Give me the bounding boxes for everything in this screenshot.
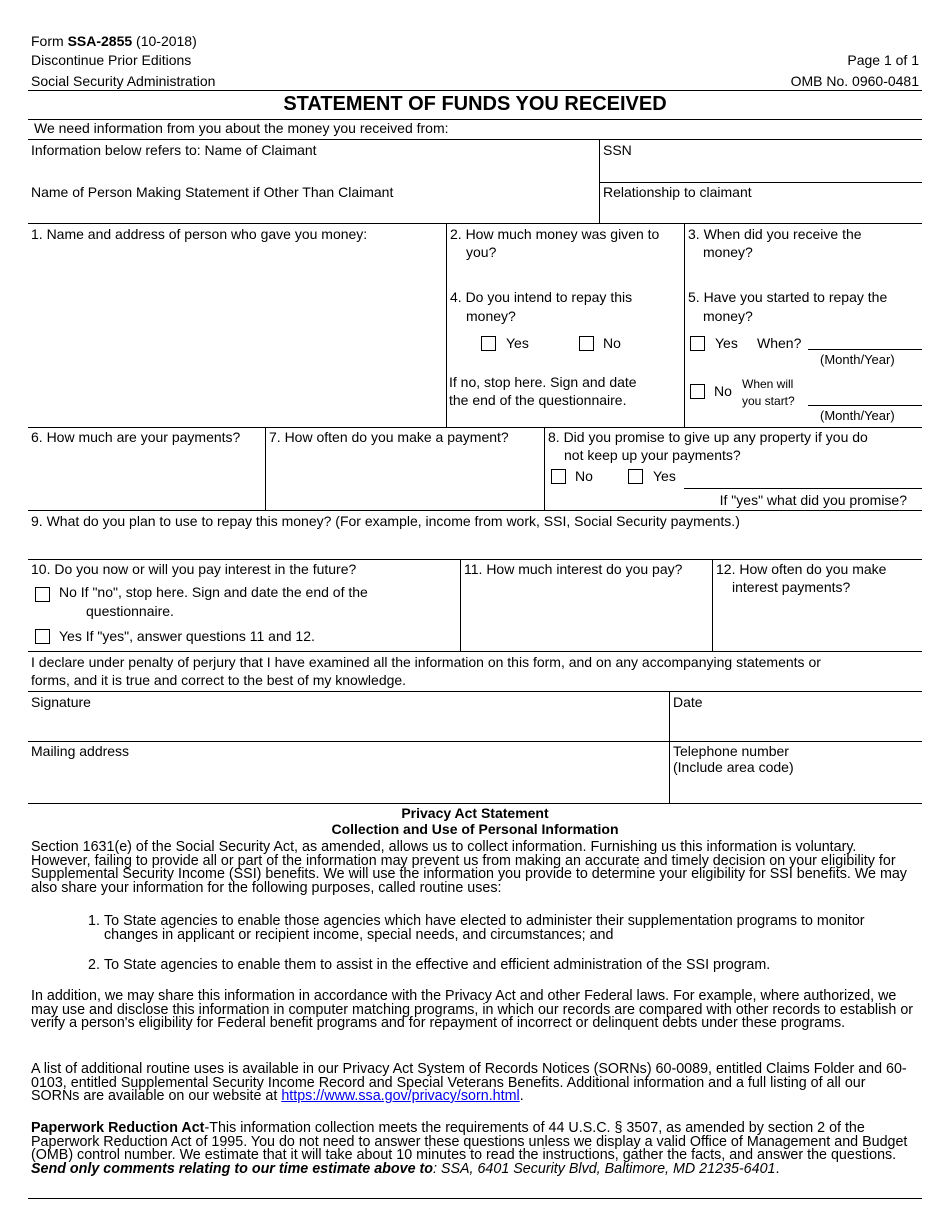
person-statement-label: Name of Person Making Statement if Other Than Claimant	[31, 184, 394, 200]
sorn-text: A list of additional routine uses is available in our Privacy Act System of Records Notices (SORNs) 60-0089, entitled Claims Folder and 60-0103, entitled Supplemental Security Income Record and Special Veterans Benefits. Additional information and a full listing of all our SORNs are available on our website at	[31, 1061, 907, 1104]
divider	[712, 559, 713, 651]
rule	[28, 803, 922, 804]
signature-input[interactable]	[31, 712, 663, 738]
pra-label: Paperwork Reduction Act	[31, 1120, 205, 1136]
q2-input[interactable]	[450, 262, 680, 284]
editions-note: Discontinue Prior Editions	[31, 52, 192, 68]
q11-label: 11. How much interest do you pay?	[464, 561, 683, 577]
pra-end: .	[775, 1160, 780, 1177]
q1-label: 1. Name and address of person who gave you money:	[31, 226, 368, 242]
paperwork-reduction-act	[31, 1122, 915, 1176]
ssn-label: SSN	[603, 142, 632, 158]
q4-note-1: If no, stop here. Sign and date	[449, 374, 637, 390]
telephone-label-1: Telephone number	[673, 743, 789, 759]
q4-note-2: the end of the questionnaire.	[449, 392, 627, 408]
q4-yes-checkbox[interactable]	[481, 336, 496, 351]
privacy-title: Privacy Act Statement	[401, 805, 549, 821]
privacy-item-1-text: To State agencies to enable those agencies which have elected to administer their supplementation programs to monitor changes in applicant or recipient income, special needs, and circumstances; and	[104, 913, 865, 943]
q10-no-label-2: questionnaire.	[86, 603, 174, 619]
person-statement-input[interactable]	[31, 202, 593, 222]
divider	[446, 223, 447, 427]
q8-yes-label: Yes	[653, 468, 676, 484]
q4-no-label: No	[603, 335, 621, 351]
telephone-label-2: (Include area code)	[673, 759, 794, 775]
q10-label: 10. Do you now or will you pay interest in the future?	[31, 561, 357, 577]
divider	[669, 691, 670, 803]
mailing-address-input[interactable]	[31, 762, 663, 800]
claimant-name-label: Information below refers to: Name of Claimant	[31, 142, 317, 158]
privacy-item-1-number: 1.	[88, 913, 100, 929]
q4-yes-label: Yes	[506, 335, 529, 351]
rule	[28, 651, 922, 652]
q10-yes-checkbox[interactable]	[35, 629, 50, 644]
telephone-input[interactable]	[673, 778, 918, 800]
pra-address: : SSA, 6401 Security Blvd, Baltimore, MD 21235-6401	[432, 1160, 776, 1177]
q10-no-label-1: No If "no", stop here. Sign and date the end of the	[59, 584, 368, 600]
form-number: SSA-2855	[67, 33, 133, 49]
q5-month-year-2: (Month/Year)	[820, 408, 895, 423]
claimant-name-input[interactable]	[31, 160, 593, 180]
q3-label-2: money?	[703, 244, 753, 260]
omb-number: OMB No. 0960-0481	[790, 73, 919, 89]
privacy-item-2-text: To State agencies to enable them to assist in the effective and efficient administration of the SSI program.	[104, 957, 771, 973]
q9-label: 9. What do you plan to use to repay this money? (For example, income from work, SSI, Social Security payments.)	[31, 513, 740, 529]
q5-start-input[interactable]	[810, 389, 920, 405]
q3-input[interactable]	[688, 262, 918, 284]
declaration-line-2: forms, and it is true and correct to the best of my knowledge.	[31, 672, 407, 688]
q4-label-2: money?	[466, 308, 516, 324]
sorn-link-end: .	[519, 1088, 524, 1104]
q5-when-will-1: When will	[742, 377, 794, 391]
header-rule	[28, 90, 922, 91]
pra-text: -This information collection meets the requirements of 44 U.S.C. § 3507, as amended by section 2 of the Paperwork Reduction Act of 1995. You do not need to answer these questions unless we display a valid Office of Management and Budget (OMB) control number. We estimate that it will take about 10 minutes to read the instructions, gather the facts, and answer the questions.	[31, 1120, 908, 1163]
q9-input[interactable]	[31, 532, 917, 556]
q8-label-2: not keep up your payments?	[564, 447, 741, 463]
date-label: Date	[673, 694, 703, 710]
q12-input[interactable]	[716, 600, 918, 646]
q5-when-label: When?	[757, 335, 802, 351]
divider	[460, 559, 461, 651]
q5-month-year-1: (Month/Year)	[820, 352, 895, 367]
q8-promise-label: If "yes" what did you promise?	[719, 492, 907, 508]
q8-yes-checkbox[interactable]	[628, 469, 643, 484]
pra-comments: Send only comments relating to our time estimate above to	[31, 1160, 433, 1177]
page-number: Page 1 of 1	[847, 52, 919, 68]
date-input[interactable]	[673, 712, 918, 738]
q6-label: 6. How much are your payments?	[31, 429, 241, 445]
rule	[28, 223, 922, 224]
q3-label-1: 3. When did you receive the	[688, 226, 862, 242]
privacy-paragraph-2: In addition, we may share this information in accordance with the Privacy Act and other Federal laws. For example, where authorized, we may use and disclose this information in computer matching programs, in which our records are compared with other records to establish or verify a person's eligibility for Federal benefit programs and for repayment of incorrect or delinquent debts under these programs.	[31, 988, 914, 1031]
q10-no-checkbox[interactable]	[35, 587, 50, 602]
mailing-address-label: Mailing address	[31, 743, 130, 759]
q5-yes-label: Yes	[715, 335, 738, 351]
relationship-input[interactable]	[603, 202, 917, 222]
q5-label-1: 5. Have you started to repay the	[688, 289, 888, 305]
rule	[808, 349, 922, 350]
form-prefix: Form	[31, 33, 68, 49]
intro-text: We need information from you about the money you received from:	[34, 120, 449, 136]
q8-no-checkbox[interactable]	[551, 469, 566, 484]
q8-promise-input[interactable]	[686, 470, 918, 487]
q12-label-1: 12. How often do you make	[716, 561, 887, 577]
rule	[808, 405, 922, 406]
q8-no-label: No	[575, 468, 593, 484]
q8-label-1: 8. Did you promise to give up any property if you do	[548, 429, 868, 445]
q1-input[interactable]	[31, 246, 441, 422]
q5-when-will-2: you start?	[742, 394, 795, 408]
q12-label-2: interest payments?	[732, 579, 851, 595]
agency-name: Social Security Administration	[31, 73, 216, 89]
sorn-link[interactable]: https://www.ssa.gov/privacy/sorn.html	[281, 1088, 520, 1104]
q6-input[interactable]	[31, 450, 259, 506]
q7-label: 7. How often do you make a payment?	[269, 429, 509, 445]
q11-input[interactable]	[464, 582, 708, 646]
form-date: (10-2018)	[132, 33, 197, 49]
divider	[599, 139, 600, 223]
rule	[28, 510, 922, 511]
divider	[544, 427, 545, 511]
q5-yes-checkbox[interactable]	[690, 336, 705, 351]
form-id	[31, 32, 197, 50]
divider	[265, 427, 266, 511]
q4-label-1: 4. Do you intend to repay this	[450, 289, 633, 305]
privacy-paragraph-3	[31, 1063, 915, 1104]
footer-rule	[28, 1198, 922, 1199]
signature-label: Signature	[31, 694, 91, 710]
q10-yes-label: Yes If "yes", answer questions 11 and 12.	[59, 628, 315, 644]
q5-when-input[interactable]	[810, 333, 920, 349]
declaration-line-1: I declare under penalty of perjury that I have examined all the information on this form, and on any accompanying statements or	[31, 654, 821, 670]
rule	[28, 139, 922, 140]
q5-no-checkbox[interactable]	[690, 384, 705, 399]
q7-input[interactable]	[269, 450, 539, 506]
ssn-input[interactable]	[603, 160, 917, 180]
privacy-item-2-number: 2.	[88, 957, 100, 973]
relationship-label: Relationship to claimant	[603, 184, 752, 200]
q5-no-label: No	[714, 383, 732, 399]
q5-label-2: money?	[703, 308, 753, 324]
rule	[684, 488, 922, 489]
divider	[684, 223, 685, 427]
q2-label-2: you?	[466, 244, 497, 260]
page-title: STATEMENT OF FUNDS YOU RECEIVED	[283, 93, 667, 115]
q2-label-1: 2. How much money was given to	[450, 226, 660, 242]
privacy-subtitle: Collection and Use of Personal Information	[331, 821, 619, 837]
rule	[28, 691, 922, 692]
privacy-paragraph-1: Section 1631(e) of the Social Security Act, as amended, allows us to collect information. Furnishing us this information is voluntary. However, failing to provide all or part of the information may prevent us from making an accurate and timely decision on your eligibility for Supplemental Security Income (SSI) benefits. We will use the information you provide to determine your eligibility for SSI benefits. We may also share your information for the following purposes, called routine uses:	[31, 839, 907, 896]
q4-no-checkbox[interactable]	[579, 336, 594, 351]
